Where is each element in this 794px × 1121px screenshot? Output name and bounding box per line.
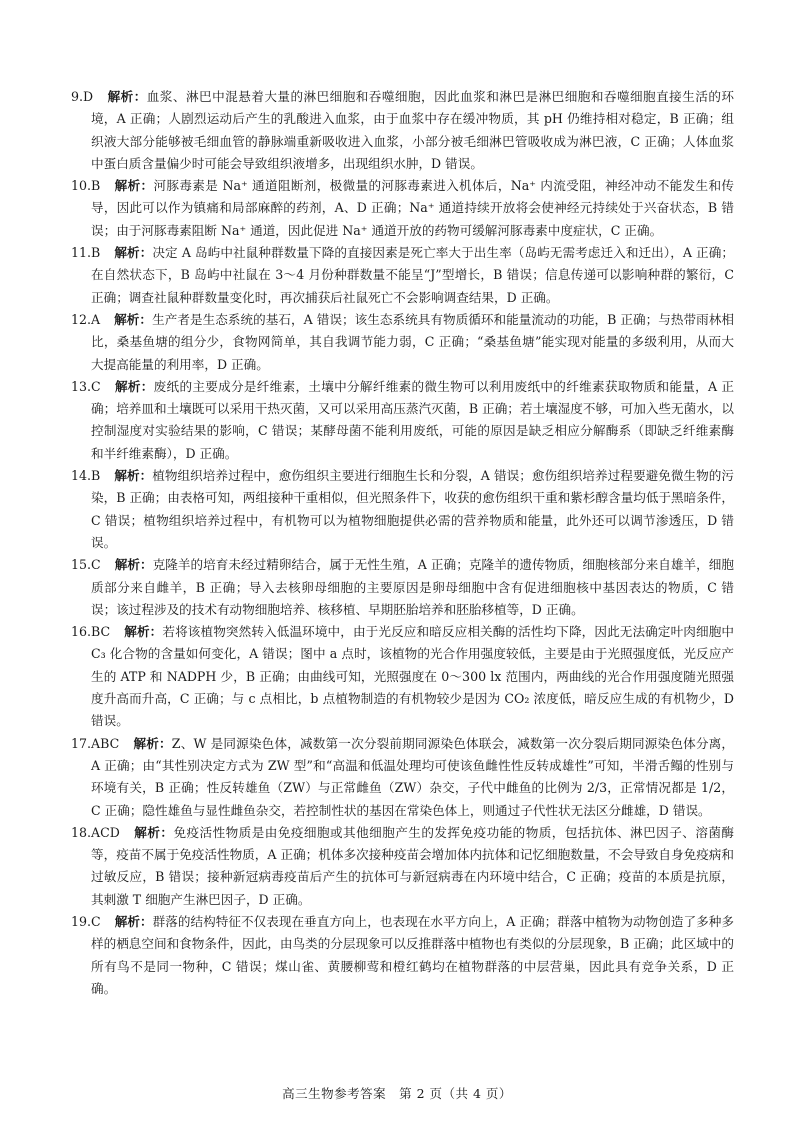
explanation-text: 若将该植物突然转入低温环境中，由于光反应和暗反应相关酶的活性均下降，因此无法确定叶肉细胞中 C₃ 化合物的含量如何变化，A 错误；图中 a 点时，该植物的光合作用强度较低，主要是由于光照强度低，光反应产生的 ATP 和 NADPH 少，B 正确；由曲线可知，光照强度在 0～300 lx 范围内，两曲线的光合作用强度随光照强度升高而升高，C 正确；与 c 点相比，b 点植物制造的有机物较少是因为 CO₂ 浓度低，暗反应生成的有机物少，D 错误。 [91,624,735,729]
answer-item [71,376,734,465]
question-number: 14. [71,468,92,484]
question-number: 18. [71,824,92,840]
explanation-label: 解析： [133,824,174,840]
question-number: 9. [71,89,84,104]
answer-key: C [91,557,101,573]
page-footer: 高三生物参考答案 第 2 页（共 4 页） [282,1086,512,1101]
explanation-text: 生产者是生态系统的基石，A 错误；该生态系统具有物质循环和能量流动的功能，B 正确；与热带雨林相比，桑基鱼塘的组分少，食物网简单，其自我调节能力弱，C 正确；“桑基鱼塘”能实现对能量的多级利用，从而大大提高能量的利用率，D 正确。 [91,311,735,372]
question-number: 13. [71,378,92,394]
answer-item [71,554,734,621]
answer-item [71,175,734,242]
explanation-text: 废纸的主要成分是纤维素，土壤中分解纤维素的微生物可以利用废纸中的纤维素获取物质和能量，A 正确；培养皿和土壤既可以采用干热灭菌，又可以采用高压蒸汽灭菌，B 正确；若土壤湿度不够，可加入些无菌水，以控制湿度对实验结果的影响，C 错误；某酵母菌不能利用废纸，可能的原因是缺乏相应分解酶系（即缺乏纤维素酶和半纤维素酶），D 正确。 [91,378,734,461]
answer-item [71,242,734,309]
explanation-text: 植物组织培养过程中，愈伤组织主要进行细胞生长和分裂，A 错误；愈伤组织培养过程要避免微生物的污染，B 正确；由表格可知，两组接种干重相似，但光照条件下，收获的愈伤组织干重和紫杉醇含量均低于黑暗条件，C 错误；植物组织培养过程中，有机物可以为植物细胞提供必需的营养物质和能量，此外还可以调节渗透压，D 错误。 [91,468,734,550]
answer-key: C [91,378,101,394]
answer-item [71,822,735,911]
explanation-text: 决定 A 岛屿中社鼠种群数量下降的直接因素是死亡率大于出生率（岛屿无需考虑迁入和迁出），A 正确；在自然状态下，B 岛屿中社鼠在 3～4 月份种群数量不能呈“J”型增长，B 错误；信息传递可以影响种群的繁衍，C 正确；调查社鼠种群数量变化时，再次捕获后社鼠死亡不会影响调查结果，D 正确。 [91,245,734,305]
explanation-text: 血浆、淋巴中混悬着大量的淋巴细胞和吞噬细胞，因此血浆和淋巴是淋巴细胞和吞噬细胞直接生活的环境，A 正确；人剧烈运动后产生的乳酸进入血浆，由于血浆中存在缓冲物质，其 pH 仍维持相对稳定，B 正确；组织液大部分能够被毛细血管的静脉端重新吸收进入血浆，小部分被毛细淋巴管吸收成为淋巴液，C 正确；人体血浆中蛋白质含量偏少时可能会导致组织液增多，出现组织水肿，D 错误。 [91,89,735,171]
answer-key: A [91,311,101,327]
explanation-text: 河豚毒素是 Na⁺ 通道阻断剂，极微量的河豚毒素进入机体后，Na⁺ 内流受阻，神经冲动不能发生和传导，因此可以作为镇痛和局部麻醉的药剂，A、D 正确；Na⁺ 通道持续开放将会使神经元持续处于兴奋状态，B 错误；由于河豚毒素阻断 Na⁺ 通道，因此促进 Na⁺ 通道开放的药物可缓解河豚毒素中度症状，C 正确。 [91,178,734,238]
question-number: 15. [71,557,92,573]
question-number: 12. [71,311,92,327]
answer-item [71,733,735,822]
explanation-label: 解析： [133,735,172,751]
question-number: 10. [71,178,92,194]
question-number: 16. [71,624,92,640]
answer-key: D [83,89,94,104]
answer-key: ABC [91,735,120,751]
answer-item [71,86,735,175]
explanation-label: 解析： [114,557,153,573]
answer-key: BC [91,624,111,640]
question-number: 17. [71,735,92,751]
explanation-text: Z、W 是同源染色体，减数第一次分裂前期同源染色体联会，减数第一次分裂后期同源染色体分离，A 正确；由“其性别决定方式为 ZW 型”和“高温和低温处理均可使该鱼雌性性反转成雄性”可知，半滑舌鳎的性别与环境有关，B 正确；性反转雄鱼（ZW）与正常雌鱼（ZW）杂交，子代中雌鱼的比例为 2/3，正常情况都是 1/2，C 正确；隐性雄鱼与显性雌鱼杂交，若控制性状的基因在常染色体上，则通过子代性状无法区分雌雄，D 错误。 [91,735,735,818]
answer-key: C [91,913,101,929]
explanation-text: 群落的结构特征不仅表现在垂直方向上，也表现在水平方向上，A 正确；群落中植物为动物创造了多种多样的栖息空间和食物条件，因此，由鸟类的分层现象可以反推群落中植物也有类似的分层现象，B 正确；此区域中的所有鸟不是同一物种，C 错误；煤山雀、黄腰柳莺和橙红鹤均在植物群落的中层营巢，因此具有竞争关系，D 正确。 [91,913,734,996]
explanation-label: 解析： [114,378,154,394]
answer-item [71,911,734,1000]
explanation-label: 解析： [107,89,147,104]
explanation-label: 解析： [124,624,163,640]
question-number: 11. [71,245,92,261]
answer-key: B [91,468,101,484]
answer-item [71,465,734,554]
answer-item [71,309,735,376]
question-number: 19. [71,913,92,929]
answer-key: ACD [91,824,120,840]
explanation-text: 克隆羊的培育未经过精卵结合，属于无性生殖，A 正确；克隆羊的遗传物质，细胞核部分来自雄羊，细胞质部分来自雌羊，B 正确；导入去核卵母细胞的主要原因是卵母细胞中含有促进细胞核中基因表达的物质，C 错误；该过程涉及的技术有动物细胞培养、核移植、早期胚胎培养和胚胎移植等，D 正确。 [91,557,734,617]
explanation-label: 解析： [114,178,154,194]
answer-item [71,621,735,732]
explanation-label: 解析： [114,468,153,484]
answer-key: B [91,245,101,261]
answer-list [71,86,735,1000]
answer-key: B [91,178,101,194]
explanation-label: 解析： [114,311,153,327]
explanation-label: 解析： [114,913,153,929]
explanation-text: 免疫活性物质是由免疫细胞或其他细胞产生的发挥免疫功能的物质，包括抗体、淋巴因子、溶菌酶等，疫苗不属于免疫活性物质，A 正确；机体多次接种疫苗会增加体内抗体和记忆细胞数量，不会导致自身免疫病和过敏反应，B 错误；接种新冠病毒疫苗后产生的抗体可与新冠病毒在内环境中结合，C 正确；疫苗的本质是抗原，其刺激 T 细胞产生淋巴因子，D 正确。 [91,824,735,907]
explanation-label: 解析： [114,245,153,261]
